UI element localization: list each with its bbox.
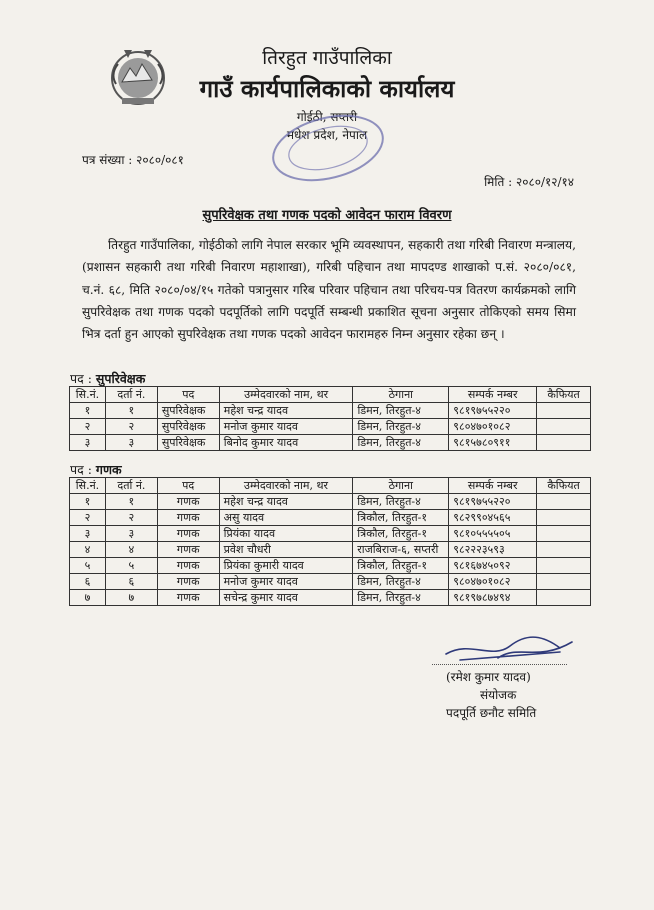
col-address: ठेगाना [353,478,449,494]
table-row [70,526,591,542]
enumerator-table [69,477,591,606]
cell-sn: ४ [70,542,106,558]
cell-contact: ९८१९७५५२२० [449,494,537,510]
cell-remarks [537,435,591,451]
cell-reg-no: १ [105,494,157,510]
col-contact: सम्पर्क नम्बर [449,387,537,403]
col-post: पद [157,478,219,494]
col-name: उम्मेदवारको नाम, थर [219,478,353,494]
cell-reg-no: २ [105,419,157,435]
cell-reg-no: १ [105,403,157,419]
cell-reg-no: २ [105,510,157,526]
cell-sn: ५ [70,558,106,574]
cell-address: डिमन, तिरहुत-४ [353,494,449,510]
cell-contact: ९८१०५५५५०५ [449,526,537,542]
cell-address: त्रिकौल, तिरहुत-१ [353,510,449,526]
cell-contact: ९८१९७८७४९४ [449,590,537,606]
table-header-row [70,478,591,494]
col-remarks: कैफियत [537,478,591,494]
cell-sn: ७ [70,590,106,606]
table-row [70,558,591,574]
office-province: मधेश प्रदेश, नेपाल [286,128,368,142]
col-contact: सम्पर्क नम्बर [449,478,537,494]
col-name: उम्मेदवारको नाम, थर [219,387,353,403]
cell-name: असु यादव [219,510,353,526]
cell-contact: ९८१९७५५२२० [449,403,537,419]
cell-reg-no: ५ [105,558,157,574]
table-row [70,590,591,606]
cell-name: मनोज कुमार यादव [219,419,353,435]
cell-contact: ९८२९९०४५६५ [449,510,537,526]
enumerator-section-label [70,461,122,478]
cell-post: सुपरिवेक्षक [157,435,219,451]
supervisor-label-prefix: पद : [70,371,92,386]
cell-remarks [537,590,591,606]
cell-post: सुपरिवेक्षक [157,403,219,419]
cell-post: गणक [157,574,219,590]
cell-reg-no: ७ [105,590,157,606]
municipality-name: तिरहुत गाउँपालिका [262,47,392,69]
col-reg-no: दर्ता नं. [105,478,157,494]
cell-sn: २ [70,510,106,526]
cell-address: डिमन, तिरहुत-४ [353,403,449,419]
letter-ref-number: पत्र संख्या : २०८०/०८१ [82,153,184,167]
col-sn: सि.नं. [70,387,106,403]
cell-address: डिमन, तिरहुत-४ [353,435,449,451]
cell-name: महेश चन्द्र यादव [219,494,353,510]
cell-post: गणक [157,542,219,558]
cell-address: त्रिकौल, तिरहुत-१ [353,526,449,542]
office-location: गोईठी, सप्तरी [296,110,358,124]
cell-reg-no: ४ [105,542,157,558]
supervisor-table [69,386,591,451]
cell-remarks [537,510,591,526]
col-address: ठेगाना [353,387,449,403]
col-remarks: कैफियत [537,387,591,403]
cell-remarks [537,526,591,542]
cell-sn: २ [70,419,106,435]
cell-name: प्रियंका कुमारी यादव [219,558,353,574]
cell-reg-no: ३ [105,526,157,542]
cell-sn: १ [70,403,106,419]
cell-reg-no: ६ [105,574,157,590]
col-reg-no: दर्ता नं. [105,387,157,403]
cell-sn: १ [70,494,106,510]
table-row [70,435,591,451]
cell-remarks [537,542,591,558]
office-name: गाउँ कार्यपालिकाको कार्यालय [199,74,455,103]
enumerator-label: गणक [95,462,122,477]
cell-post: गणक [157,494,219,510]
table-row [70,403,591,419]
table-row [70,419,591,435]
supervisor-section-label [70,370,145,387]
cell-address: डिमन, तिरहुत-४ [353,419,449,435]
cell-remarks [537,558,591,574]
office-stamp [258,108,398,188]
supervisor-label: सुपरिवेक्षक [95,371,146,386]
cell-contact: ९८२२२३५९३ [449,542,537,558]
cell-name: प्रियंका यादव [219,526,353,542]
signatory-role: संयोजक [480,688,517,702]
cell-reg-no: ३ [105,435,157,451]
cell-contact: ९८१५७८०९११ [449,435,537,451]
letter-date: मिति : २०८०/१२/१४ [484,175,574,189]
cell-address: राजबिराज-६, सप्तरी [353,542,449,558]
table-row [70,574,591,590]
body-paragraph: तिरहुत गाउँपालिका, गोईठीको लागि नेपाल सरकार भूमि व्यवस्थापन, सहकारी तथा गरिबी निवारण मन्त्रालय, (प्रशासन सहकारी तथा गरिबी निवारण महाशाखा), गरिबी पहिचान तथा मापदण्ड शाखाको प.सं. २०८०/०८१, च.नं. ६८, मिति २०८०/०४/१५ गतेको पत्रानुसार गरिब परिवार पहिचान तथा परिचय-पत्र वितरण कार्यक्रमको लागि सुपरिवेक्षक तथा गणक पदको पदपूर्तिको लागि पदपूर्ति सम्बन्धी प्रकाशित सूचना अनुसार तोकिएको समय सिमा भित्र दर्ता हुन आएको सुपरिवेक्षक तथा गणक पदको आवेदन फारामहरु निम्न अनुसार रहेका छन् । [82,238,576,342]
cell-name: सचेन्द्र कुमार यादव [219,590,353,606]
cell-sn: ३ [70,526,106,542]
table-row [70,510,591,526]
cell-name: प्रवेश चौधरी [219,542,353,558]
cell-contact: ९८१६७४५०९२ [449,558,537,574]
cell-name: बिनोद कुमार यादव [219,435,353,451]
cell-remarks [537,574,591,590]
cell-post: गणक [157,526,219,542]
cell-name: महेश चन्द्र यादव [219,403,353,419]
cell-sn: ३ [70,435,106,451]
cell-contact: ९८०४७०१०८२ [449,574,537,590]
cell-post: गणक [157,510,219,526]
cell-sn: ६ [70,574,106,590]
col-post: पद [157,387,219,403]
signatory-name: (रमेश कुमार यादव) [446,670,531,684]
table-row [70,494,591,510]
signatory-committee: पदपूर्ति छनौट समिति [446,706,537,720]
cell-name: मनोज कुमार यादव [219,574,353,590]
cell-address: डिमन, तिरहुत-४ [353,590,449,606]
cell-remarks [537,494,591,510]
cell-contact: ९८०४७०१०८२ [449,419,537,435]
signature-line [432,664,567,665]
document-title: सुपरिवेक्षक तथा गणक पदको आवेदन फाराम विवरण [202,208,452,223]
cell-post: गणक [157,590,219,606]
enumerator-label-prefix: पद : [70,462,92,477]
cell-remarks [537,419,591,435]
cell-post: सुपरिवेक्षक [157,419,219,435]
col-sn: सि.नं. [70,478,106,494]
cell-address: त्रिकौल, तिरहुत-१ [353,558,449,574]
cell-remarks [537,403,591,419]
cell-post: गणक [157,558,219,574]
table-row [70,542,591,558]
cell-address: डिमन, तिरहुत-४ [353,574,449,590]
table-header-row [70,387,591,403]
